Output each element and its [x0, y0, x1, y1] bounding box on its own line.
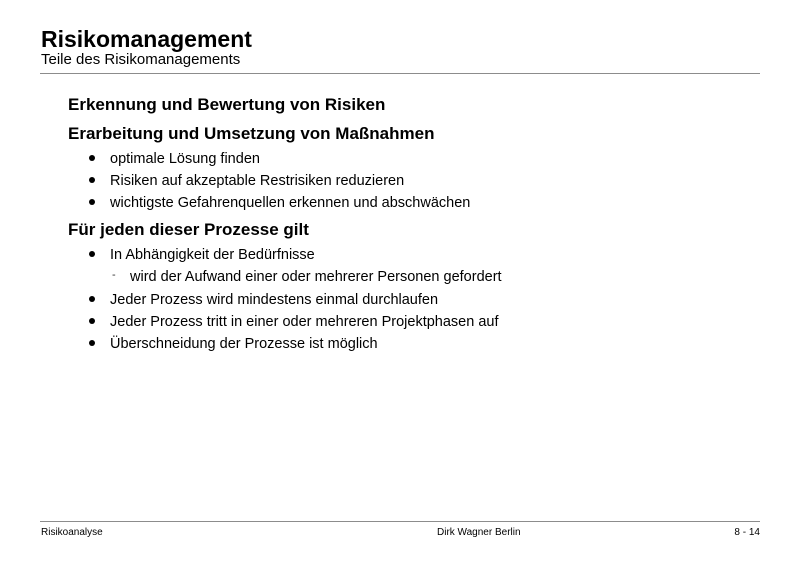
bullet-icon: [89, 340, 95, 346]
list-item-text: Überschneidung der Prozesse ist möglich: [110, 336, 378, 352]
bullet-icon: [89, 199, 95, 205]
bullet-icon: [89, 296, 95, 302]
list-item-text: Jeder Prozess wird mindestens einmal durchlaufen: [110, 292, 439, 308]
footer-divider: [40, 521, 760, 522]
list-item-text: Risiken auf akzeptable Restrisiken reduzieren: [110, 173, 405, 189]
footer-course: Risikoanalyse: [41, 527, 103, 538]
header-divider: [40, 73, 760, 74]
footer-author: Dirk Wagner Berlin: [437, 527, 521, 538]
slide-subtitle: Teile des Risikomanagements: [41, 51, 241, 68]
bullet-icon: [89, 251, 95, 257]
bullet-icon: [89, 318, 95, 324]
sub-list-item-text: wird der Aufwand einer oder mehrerer Personen gefordert: [130, 269, 502, 285]
slide-title: Risikomanagement: [41, 26, 252, 52]
dash-icon: -: [112, 269, 116, 281]
list-item-text: In Abhängigkeit der Bedürfnisse: [110, 247, 315, 263]
footer-page-number: 8 - 14: [734, 527, 760, 538]
heading-erarbeitung: Erarbeitung und Umsetzung von Maßnahmen: [68, 124, 435, 143]
bullet-icon: [89, 155, 95, 161]
heading-erkennung: Erkennung und Bewertung von Risiken: [68, 95, 386, 114]
list-item-text: optimale Lösung finden: [110, 151, 260, 167]
list-item-text: wichtigste Gefahrenquellen erkennen und abschwächen: [110, 195, 471, 211]
heading-prozesse: Für jeden dieser Prozesse gilt: [68, 220, 309, 239]
list-item-text: Jeder Prozess tritt in einer oder mehreren Projektphasen auf: [110, 314, 499, 330]
bullet-icon: [89, 177, 95, 183]
